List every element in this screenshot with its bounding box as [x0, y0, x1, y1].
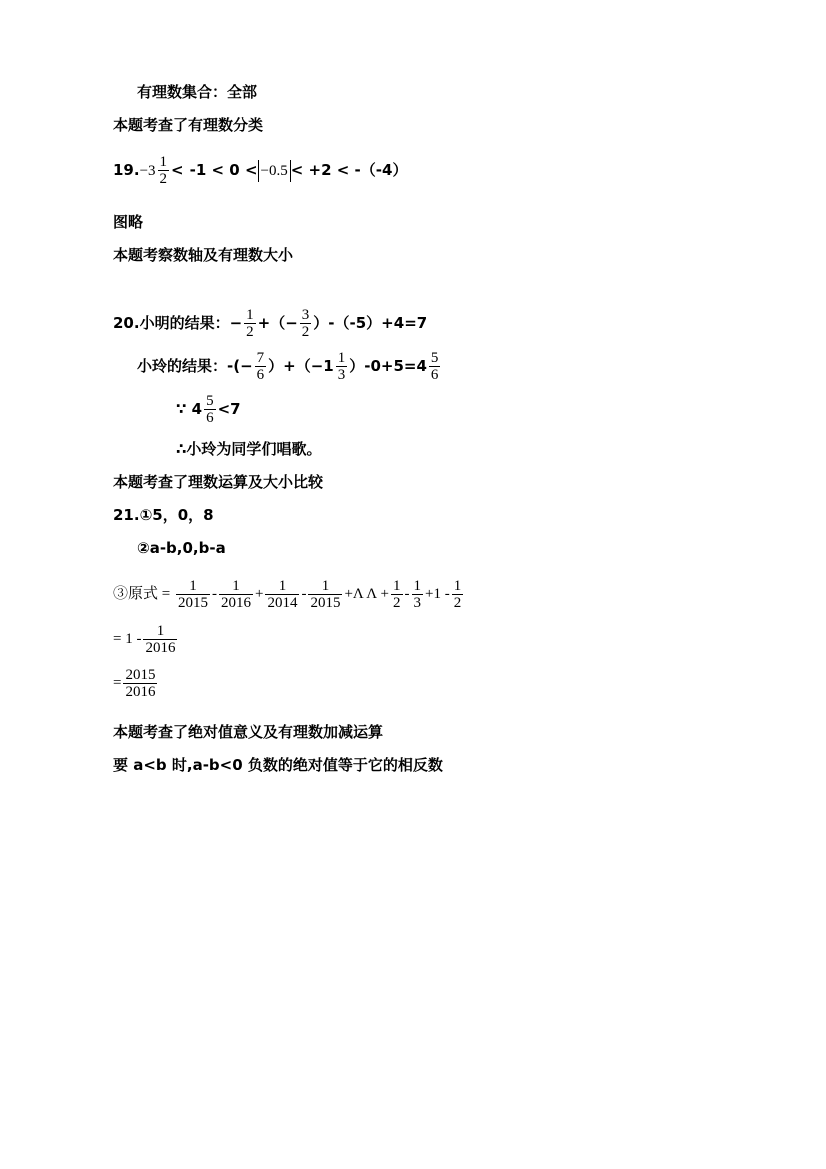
- q21-part1: [113, 505, 214, 525]
- intro-note: 本题考查了有理数分类: [113, 116, 264, 134]
- q21-part3-line: [113, 575, 465, 613]
- q20-op2: ）+（−1: [268, 357, 334, 375]
- q21-op2: +: [254, 586, 264, 602]
- q21-remark: 要 a<b 时,a-b<0 负数的绝对值等于它的相反数: [113, 756, 443, 774]
- q20-ling-line: [137, 348, 442, 384]
- q20-ling-mid: ）-0+5=4: [349, 357, 427, 375]
- q20-frac-6: $\frac{5}{6}$: [206, 393, 214, 426]
- q21-term-9: $\frac{2015}{2016}$: [125, 667, 156, 701]
- q20-because-tail: <7: [217, 400, 241, 418]
- q20-therefore: ∴小玲为同学们唱歌。: [176, 440, 322, 458]
- q20-frac-4: $\frac{1}{3}$: [337, 350, 346, 383]
- q21-eq2-line: [113, 664, 159, 702]
- q21-part2: ②a-b,0,b-a: [137, 539, 226, 557]
- q20-ming-label: 小明的结果：−: [139, 314, 243, 332]
- q19-lt: <: [171, 161, 184, 179]
- q21-op4: +Λ Λ +: [344, 586, 390, 602]
- q19-fraction: $\frac{1}{2}$: [159, 154, 168, 187]
- q21-term-8: $\frac{1}{2016}$: [145, 623, 176, 657]
- q21-term-6: $\frac{1}{3}$: [413, 578, 422, 612]
- q19-neg: −3: [139, 163, 156, 179]
- q20-ming-line: [113, 305, 427, 341]
- q21-term-3: $\frac{1}{2014}$: [267, 578, 298, 612]
- q20-frac-1: $\frac{1}{2}$: [246, 307, 254, 340]
- q19-absolute-value: −0.5: [258, 160, 291, 182]
- q19-number: 19.: [113, 161, 140, 179]
- q21-op6: +1 -: [425, 586, 450, 602]
- q21-term-2: $\frac{1}{2016}$: [220, 578, 251, 612]
- q21-op3: -: [301, 586, 307, 602]
- q21-p1: ①5，0，8: [139, 506, 214, 524]
- q19-part3: < +2 < -（-4）: [290, 161, 408, 179]
- q21-term-5: $\frac{1}{2}$: [393, 578, 401, 612]
- q20-frac-3: $\frac{7}{6}$: [256, 350, 265, 383]
- q19-note: 本题考察数轴及有理数大小: [113, 246, 294, 264]
- q21-op5: -: [404, 586, 410, 602]
- q21-note: 本题考查了绝对值意义及有理数加减运算: [113, 723, 384, 741]
- q20-ming-tail: ）-（-5）+4=7: [313, 314, 428, 332]
- q21-p3-label: ③原式 =: [113, 586, 171, 602]
- q20-because: ∵ 4: [176, 400, 203, 418]
- q19-part2: -1 < 0 <: [189, 161, 258, 179]
- q21-eq1-line: [113, 620, 179, 658]
- q20-frac-5: $\frac{5}{6}$: [430, 350, 439, 383]
- intro-set: 有理数集合：全部: [137, 83, 258, 101]
- q20-ling-label: 小玲的结果：-(−: [137, 357, 253, 375]
- q20-frac-2: $\frac{3}{2}$: [301, 307, 310, 340]
- q21-term-1: $\frac{1}{2015}$: [177, 578, 208, 612]
- q21-op1: -: [211, 586, 217, 602]
- q21-term-7: $\frac{1}{2}$: [453, 578, 462, 612]
- q21-eq2: =: [113, 675, 122, 691]
- q20-because-line: [176, 391, 241, 427]
- q19-line: [113, 152, 407, 189]
- q19-figure: 图略: [113, 213, 144, 231]
- q20-note: 本题考查了理数运算及大小比较: [113, 473, 324, 491]
- q21-eq1: = 1 -: [113, 631, 142, 647]
- q21-number: 21.: [113, 506, 140, 524]
- q21-term-4: $\frac{1}{2015}$: [310, 578, 341, 612]
- q20-op1: +（−: [257, 314, 298, 332]
- q20-number: 20.: [113, 314, 140, 332]
